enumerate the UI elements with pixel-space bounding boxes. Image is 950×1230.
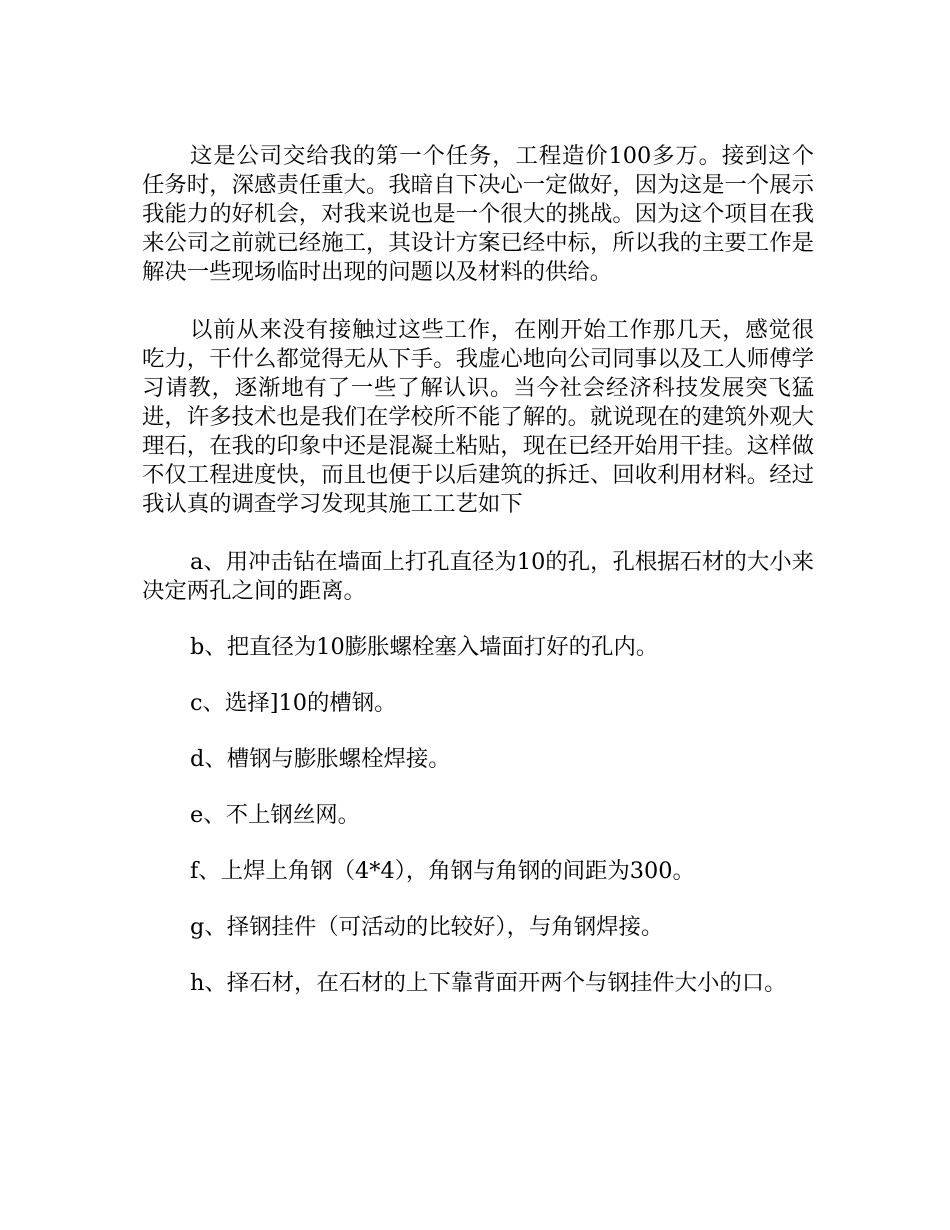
step-g: g、择钢挂件（可活动的比较好），与角钢焊接。 <box>190 914 664 940</box>
paragraph-experience: 以前从来没有接触过这些工作，在刚开始工作那几天，感觉很吃力，干什么都觉得无从下手。我虚心地向公司同事以及工人师傅学习请教，逐渐地有了一些了解认识。当今社会经济科技发展突飞猛进，许多技术也是我们在学校所不能了解的。就说现在的建筑外观大理石，在我的印象中还是混凝土粘贴，现在已经开始用干挂。这样做不仅工程进度快，而且也便于以后建筑的拆迁、回收利用材料。经过我认真的调查学习发现其施工工艺如下 <box>142 317 814 517</box>
step-e: e、不上钢丝网。 <box>190 802 360 828</box>
step-a: a、用冲击钻在墙面上打孔直径为10的孔，孔根据石材的大小来决定两孔之间的距离。 <box>142 549 814 604</box>
step-b: b、把直径为10膨胀螺栓塞入墙面打好的孔内。 <box>190 634 659 660</box>
step-h: h、择石材，在石材的上下靠背面开两个与钢挂件大小的口。 <box>190 970 787 996</box>
paragraph-intro: 这是公司交给我的第一个任务，工程造价100多万。接到这个任务时，深感责任重大。我暗自下决心一定做好，因为这是一个展示我能力的好机会，对我来说也是一个很大的挑战。因为这个项目在我来公司之前就已经施工，其设计方案已经中标，所以我的主要工作是解决一些现场临时出现的问题以及材料的供给。 <box>142 143 814 285</box>
step-c: c、选择]10的槽钢。 <box>190 690 397 716</box>
step-f: f、上焊上角钢（4*4），角钢与角钢的间距为300。 <box>190 858 695 884</box>
document-body <box>142 142 814 998</box>
step-d: d、槽钢与膨胀螺栓焊接。 <box>190 746 451 772</box>
